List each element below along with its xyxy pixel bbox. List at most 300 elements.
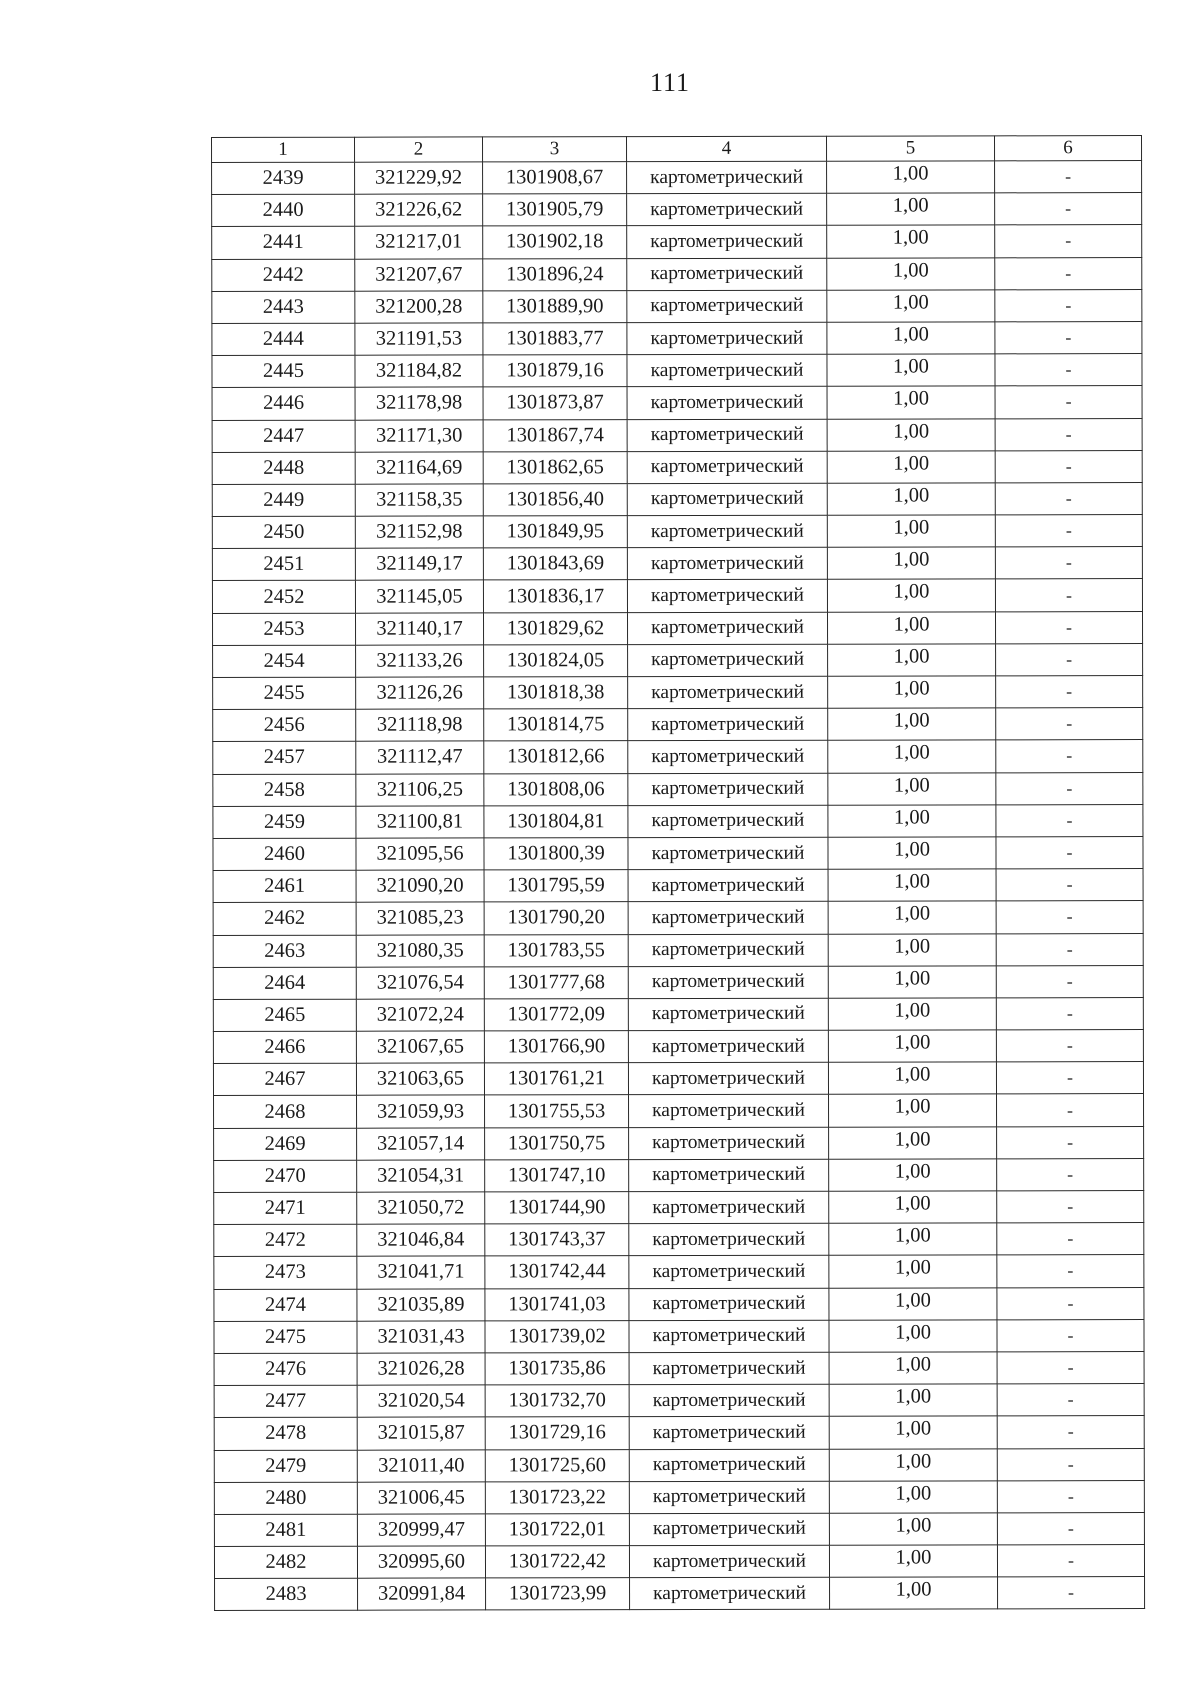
method-cell: картометрический [628,1062,828,1095]
note-cell: - [995,515,1142,547]
accuracy-cell: 1,00 [828,901,996,934]
y-coordinate-cell: 1301766,90 [484,1031,628,1063]
x-coordinate-cell: 321080,35 [356,934,484,966]
method-cell: картометрический [629,1417,829,1450]
table-row [212,257,1142,291]
note-cell: - [996,772,1143,804]
table-row [213,901,1143,935]
table-row [214,1287,1144,1321]
note-cell: - [996,1030,1143,1062]
method-cell: картометрический [629,1513,829,1546]
note-cell: - [997,1158,1144,1190]
note-cell: - [995,450,1142,482]
point-number-cell: 2457 [213,742,356,774]
y-coordinate-cell: 1301818,38 [484,677,628,709]
y-coordinate-cell: 1301824,05 [484,644,628,676]
x-coordinate-cell: 321112,47 [356,741,484,773]
accuracy-cell: 1,00 [828,708,996,741]
method-cell: картометрический [629,1320,829,1353]
note-cell: - [995,611,1142,643]
y-coordinate-cell: 1301849,95 [483,516,627,548]
x-coordinate-cell: 321090,20 [356,870,484,902]
point-number-cell: 2473 [214,1257,357,1289]
method-cell: картометрический [628,1030,828,1063]
x-coordinate-cell: 321054,31 [357,1160,485,1192]
note-cell: - [996,676,1143,708]
table-row [212,579,1142,613]
x-coordinate-cell: 321140,17 [355,613,483,645]
method-cell: картометрический [627,322,827,355]
x-coordinate-cell: 321020,54 [357,1385,485,1417]
note-cell: - [995,482,1142,514]
method-cell: картометрический [628,773,828,806]
point-number-cell: 2481 [214,1514,357,1546]
x-coordinate-cell: 321057,14 [357,1128,485,1160]
column-header-method: 4 [627,136,827,161]
x-coordinate-cell: 321076,54 [356,967,484,999]
y-coordinate-cell: 1301722,42 [485,1546,629,1578]
accuracy-cell: 1,00 [829,1223,997,1256]
column-header-note: 6 [994,136,1141,161]
x-coordinate-cell: 321200,28 [355,291,483,323]
x-coordinate-cell: 321226,62 [355,194,483,226]
table-row [215,1577,1145,1611]
y-coordinate-cell: 1301883,77 [483,323,627,355]
y-coordinate-cell: 1301783,55 [484,934,628,966]
accuracy-cell: 1,00 [827,193,995,226]
x-coordinate-cell: 321126,26 [356,677,484,709]
y-coordinate-cell: 1301772,09 [484,999,628,1031]
x-coordinate-cell: 321031,43 [357,1321,485,1353]
note-cell: - [997,1448,1144,1480]
y-coordinate-cell: 1301908,67 [483,162,627,194]
point-number-cell: 2469 [214,1128,357,1160]
accuracy-cell: 1,00 [829,1448,997,1481]
note-cell: - [996,740,1143,772]
x-coordinate-cell: 321164,69 [355,452,483,484]
y-coordinate-cell: 1301723,22 [485,1481,629,1513]
note-cell: - [996,869,1143,901]
x-coordinate-cell: 321171,30 [355,419,483,451]
y-coordinate-cell: 1301725,60 [485,1449,629,1481]
accuracy-cell: 1,00 [829,1287,997,1320]
method-cell: картометрический [627,354,827,387]
accuracy-cell: 1,00 [828,966,996,999]
note-cell: - [996,836,1143,868]
table-row [212,450,1142,484]
y-coordinate-cell: 1301867,74 [483,419,627,451]
x-coordinate-cell: 321191,53 [355,323,483,355]
accuracy-cell: 1,00 [828,837,996,870]
x-coordinate-cell: 321118,98 [356,709,484,741]
note-cell: - [996,804,1143,836]
y-coordinate-cell: 1301722,01 [485,1514,629,1546]
y-coordinate-cell: 1301790,20 [484,902,628,934]
note-cell: - [998,1577,1145,1609]
method-cell: картометрический [627,226,827,259]
point-number-cell: 2446 [212,388,355,420]
method-cell: картометрический [627,419,827,452]
method-cell: картометрический [627,483,827,516]
x-coordinate-cell: 321145,05 [355,580,483,612]
x-coordinate-cell: 320995,60 [357,1546,485,1578]
method-cell: картометрический [628,708,828,741]
note-cell: - [995,386,1142,418]
y-coordinate-cell: 1301761,21 [484,1063,628,1095]
x-coordinate-cell: 321067,65 [356,1031,484,1063]
note-cell: - [997,1480,1144,1512]
note-cell: - [995,193,1142,225]
x-coordinate-cell: 321015,87 [357,1417,485,1449]
table-row [213,836,1143,870]
table-row [214,1223,1144,1257]
accuracy-cell: 1,00 [829,1126,997,1159]
accuracy-cell: 1,00 [829,1159,997,1192]
x-coordinate-cell: 321063,65 [356,1063,484,1095]
point-number-cell: 2463 [213,935,356,967]
method-cell: картометрический [628,902,828,935]
table-row [214,1448,1144,1482]
point-number-cell: 2454 [213,645,356,677]
accuracy-cell: 1,00 [827,418,995,451]
table-row [214,1384,1144,1418]
point-number-cell: 2470 [214,1160,357,1192]
note-cell: - [997,1287,1144,1319]
x-coordinate-cell: 320991,84 [358,1578,486,1610]
y-coordinate-cell: 1301742,44 [485,1256,629,1288]
y-coordinate-cell: 1301814,75 [484,709,628,741]
table-row [212,354,1142,388]
y-coordinate-cell: 1301723,99 [486,1578,630,1610]
y-coordinate-cell: 1301856,40 [483,484,627,516]
table-row [212,515,1142,549]
note-cell: - [995,161,1142,193]
accuracy-cell: 1,00 [827,483,995,516]
table-row [212,418,1142,452]
point-number-cell: 2471 [214,1192,357,1224]
accuracy-cell: 1,00 [829,1513,997,1546]
column-header-y-coordinate: 3 [483,137,627,162]
x-coordinate-cell: 321133,26 [356,645,484,677]
method-cell: картометрический [629,1191,829,1224]
note-cell: - [996,997,1143,1029]
table-row [212,321,1142,355]
note-cell: - [997,1191,1144,1223]
y-coordinate-cell: 1301808,06 [484,773,628,805]
method-cell: картометрический [629,1288,829,1321]
x-coordinate-cell: 320999,47 [357,1514,485,1546]
accuracy-cell: 1,00 [829,1384,997,1417]
accuracy-cell: 1,00 [829,1352,997,1385]
note-cell: - [997,1223,1144,1255]
point-number-cell: 2475 [214,1321,357,1353]
accuracy-cell: 1,00 [828,933,996,966]
point-number-cell: 2439 [212,162,355,194]
table-row [214,1351,1144,1385]
note-cell: - [995,418,1142,450]
point-number-cell: 2440 [212,194,355,226]
method-cell: картометрический [628,741,828,774]
accuracy-cell: 1,00 [827,290,995,323]
x-coordinate-cell: 321217,01 [355,226,483,258]
note-cell: - [995,321,1142,353]
point-number-cell: 2466 [213,1031,356,1063]
accuracy-cell: 1,00 [828,772,996,805]
x-coordinate-cell: 321100,81 [356,806,484,838]
accuracy-cell: 1,00 [828,869,996,902]
note-cell: - [997,1545,1144,1577]
method-cell: картометрический [629,1352,829,1385]
point-number-cell: 2477 [214,1385,357,1417]
method-cell: картометрический [627,290,827,323]
x-coordinate-cell: 321011,40 [357,1449,485,1481]
note-cell: - [997,1255,1144,1287]
method-cell: картометрический [629,1095,829,1128]
note-cell: - [996,643,1143,675]
accuracy-cell: 1,00 [827,161,995,194]
x-coordinate-cell: 321095,56 [356,838,484,870]
method-cell: картометрический [627,258,827,291]
point-number-cell: 2449 [212,484,355,516]
table-header [212,136,1142,163]
method-cell: картометрический [629,1256,829,1289]
y-coordinate-cell: 1301829,62 [483,612,627,644]
method-cell: картометрический [627,161,827,194]
note-cell: - [995,547,1142,579]
table-row [214,1158,1144,1192]
method-cell: картометрический [627,193,827,226]
y-coordinate-cell: 1301812,66 [484,741,628,773]
accuracy-cell: 1,00 [828,676,996,709]
y-coordinate-cell: 1301836,17 [483,580,627,612]
method-cell: картометрический [629,1223,829,1256]
y-coordinate-cell: 1301905,79 [483,194,627,226]
note-cell: - [997,1351,1144,1383]
point-number-cell: 2459 [213,806,356,838]
accuracy-cell: 1,00 [830,1577,998,1610]
table-row [214,1512,1144,1546]
note-cell: - [995,289,1142,321]
x-coordinate-cell: 321149,17 [355,548,483,580]
note-cell: - [997,1512,1144,1544]
method-cell: картометрический [629,1545,829,1578]
table-row [212,161,1142,195]
point-number-cell: 2482 [214,1546,357,1578]
accuracy-cell: 1,00 [829,1191,997,1224]
note-cell: - [996,933,1143,965]
y-coordinate-cell: 1301747,10 [485,1159,629,1191]
x-coordinate-cell: 321035,89 [357,1288,485,1320]
x-coordinate-cell: 321046,84 [357,1224,485,1256]
column-header-point-number: 1 [212,137,355,162]
y-coordinate-cell: 1301902,18 [483,226,627,258]
method-cell: картометрический [627,515,827,548]
table-row [212,225,1142,259]
point-number-cell: 2445 [212,355,355,387]
point-number-cell: 2442 [212,259,355,291]
note-cell: - [997,1094,1144,1126]
note-cell: - [997,1416,1144,1448]
y-coordinate-cell: 1301729,16 [485,1417,629,1449]
point-number-cell: 2467 [213,1063,356,1095]
accuracy-cell: 1,00 [829,1320,997,1353]
table-row [213,1062,1143,1096]
x-coordinate-cell: 321041,71 [357,1256,485,1288]
accuracy-cell: 1,00 [828,1062,996,1095]
y-coordinate-cell: 1301873,87 [483,387,627,419]
table-body [212,161,1145,1611]
table-row [213,643,1143,677]
table-row [213,772,1143,806]
method-cell: картометрический [627,612,827,645]
x-coordinate-cell: 321184,82 [355,355,483,387]
column-header-accuracy: 5 [826,136,994,161]
header-row [212,136,1142,163]
method-cell: картометрический [629,1159,829,1192]
x-coordinate-cell: 321085,23 [356,902,484,934]
x-coordinate-cell: 321059,93 [357,1095,485,1127]
note-cell: - [995,579,1142,611]
accuracy-cell: 1,00 [827,257,995,290]
y-coordinate-cell: 1301800,39 [484,838,628,870]
point-number-cell: 2450 [212,516,355,548]
point-number-cell: 2480 [214,1482,357,1514]
y-coordinate-cell: 1301804,81 [484,805,628,837]
x-coordinate-cell: 321006,45 [357,1482,485,1514]
point-number-cell: 2453 [212,613,355,645]
accuracy-cell: 1,00 [828,805,996,838]
table-row [214,1255,1144,1289]
y-coordinate-cell: 1301744,90 [485,1192,629,1224]
y-coordinate-cell: 1301795,59 [484,870,628,902]
method-cell: картометрический [629,1481,829,1514]
table-row [214,1191,1144,1225]
point-number-cell: 2460 [213,838,356,870]
method-cell: картометрический [629,1384,829,1417]
x-coordinate-cell: 321152,98 [355,516,483,548]
y-coordinate-cell: 1301741,03 [485,1288,629,1320]
coordinates-table [211,135,1145,1611]
point-number-cell: 2465 [213,999,356,1031]
point-number-cell: 2474 [214,1289,357,1321]
point-number-cell: 2462 [213,903,356,935]
table-row [213,740,1143,774]
x-coordinate-cell: 321207,67 [355,258,483,290]
accuracy-cell: 1,00 [827,451,995,484]
page-number: 111 [649,68,691,97]
note-cell: - [996,1062,1143,1094]
accuracy-cell: 1,00 [829,1481,997,1514]
method-cell: картометрический [629,1127,829,1160]
table-row [214,1319,1144,1353]
y-coordinate-cell: 1301739,02 [485,1320,629,1352]
point-number-cell: 2458 [213,774,356,806]
x-coordinate-cell: 321026,28 [357,1353,485,1385]
x-coordinate-cell: 321050,72 [357,1192,485,1224]
point-number-cell: 2472 [214,1224,357,1256]
y-coordinate-cell: 1301743,37 [485,1224,629,1256]
accuracy-cell: 1,00 [827,611,995,644]
accuracy-cell: 1,00 [828,1030,996,1063]
note-cell: - [995,354,1142,386]
note-cell: - [995,225,1142,257]
method-cell: картометрический [628,934,828,967]
method-cell: картометрический [630,1577,830,1610]
note-cell: - [996,965,1143,997]
table-row [214,1094,1144,1128]
method-cell: картометрический [628,869,828,902]
point-number-cell: 2443 [212,291,355,323]
x-coordinate-cell: 321106,25 [356,773,484,805]
accuracy-cell: 1,00 [829,1094,997,1127]
method-cell: картометрический [627,580,827,613]
table-row [213,676,1143,710]
note-cell: - [997,1319,1144,1351]
method-cell: картометрический [628,676,828,709]
method-cell: картометрический [629,1449,829,1482]
table-row [213,708,1143,742]
y-coordinate-cell: 1301862,65 [483,451,627,483]
note-cell: - [996,708,1143,740]
note-cell: - [995,257,1142,289]
method-cell: картометрический [628,644,828,677]
table-row [214,1416,1144,1450]
point-number-cell: 2444 [212,323,355,355]
accuracy-cell: 1,00 [829,1545,997,1578]
accuracy-cell: 1,00 [827,515,995,548]
table-row [212,547,1142,581]
point-number-cell: 2479 [214,1450,357,1482]
accuracy-cell: 1,00 [827,322,995,355]
point-number-cell: 2452 [212,581,355,613]
accuracy-cell: 1,00 [827,547,995,580]
table-row [214,1480,1144,1514]
y-coordinate-cell: 1301735,86 [485,1353,629,1385]
method-cell: картометрический [627,451,827,484]
note-cell: - [997,1384,1144,1416]
table-row [212,482,1142,516]
point-number-cell: 2451 [212,548,355,580]
accuracy-cell: 1,00 [828,740,996,773]
accuracy-cell: 1,00 [827,354,995,387]
table-row [212,386,1142,420]
y-coordinate-cell: 1301889,90 [483,290,627,322]
column-header-x-coordinate: 2 [355,137,483,162]
table-row [214,1126,1144,1160]
method-cell: картометрический [628,998,828,1031]
method-cell: картометрический [628,837,828,870]
x-coordinate-cell: 321178,98 [355,387,483,419]
table-row [214,1545,1144,1579]
accuracy-cell: 1,00 [827,225,995,258]
accuracy-cell: 1,00 [828,998,996,1031]
accuracy-cell: 1,00 [829,1416,997,1449]
table-row [213,869,1143,903]
table-row [213,965,1143,999]
note-cell: - [996,901,1143,933]
point-number-cell: 2468 [214,1096,357,1128]
point-number-cell: 2478 [214,1418,357,1450]
point-number-cell: 2455 [213,677,356,709]
y-coordinate-cell: 1301755,53 [485,1095,629,1127]
table-row [212,193,1142,227]
point-number-cell: 2448 [212,452,355,484]
method-cell: картометрический [627,387,827,420]
y-coordinate-cell: 1301732,70 [485,1385,629,1417]
table-row [212,289,1142,323]
point-number-cell: 2476 [214,1353,357,1385]
x-coordinate-cell: 321158,35 [355,484,483,516]
